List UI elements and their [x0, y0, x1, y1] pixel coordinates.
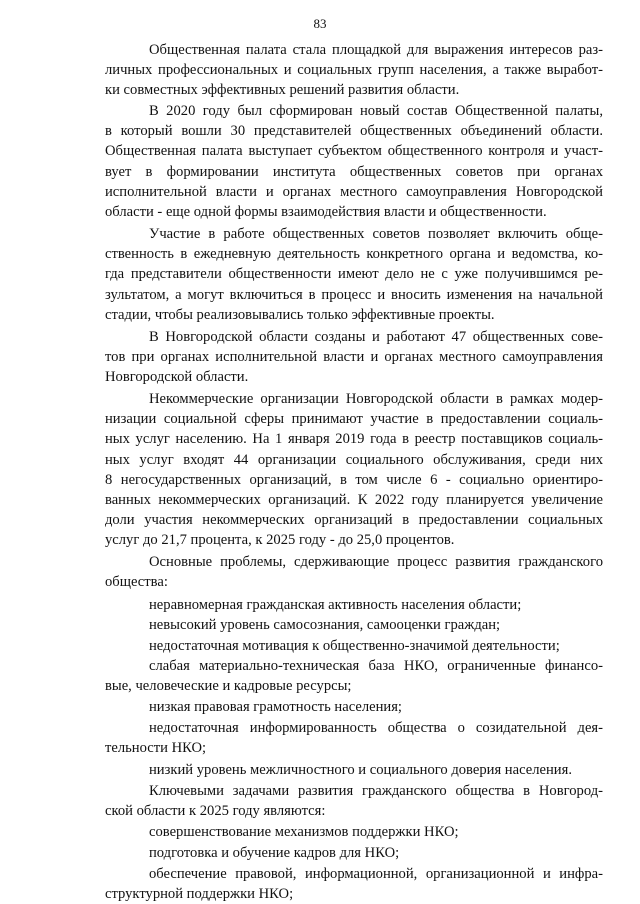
- text-line: ных услуг населению. На 1 января 2019 года в реестр поставщиков социаль-: [105, 431, 603, 447]
- text-line: ственность в ежедневную деятельность конкретного органа и ведомства, ко-: [105, 246, 603, 262]
- text-line: невысокий уровень самосознания, самооценки граждан;: [149, 617, 501, 633]
- text-line: вует в формировании института общественных советов при органах: [105, 164, 603, 180]
- text-line: ных услуг входят 44 организации социального обслуживания, среди них: [105, 452, 603, 468]
- text-line: тов при органах исполнительной власти и органах местного самоуправления: [105, 349, 603, 365]
- text-line: Новгородской области.: [105, 369, 249, 385]
- text-line: В Новгородской области созданы и работают 47 общественных сове-: [149, 329, 603, 345]
- text-line: слабая материально-техническая база НКО, ограниченные финансо-: [149, 658, 603, 674]
- text-line: низкая правовая грамотность населения;: [149, 699, 402, 715]
- text-line: исполнительной власти и органах местного самоуправления Новгородской: [105, 184, 603, 200]
- text-line: подготовка и обучение кадров для НКО;: [149, 845, 400, 861]
- text-line: гда представители общественности имеют дело не с уже получившимся ре-: [105, 266, 603, 282]
- text-line: зультатом, а могут включиться в процесс и вносить изменения на начальной: [105, 287, 603, 303]
- text-line: неравномерная гражданская активность населения области;: [149, 597, 522, 613]
- text-line: стадии, чтобы реализовывались только эффективные проекты.: [105, 307, 495, 323]
- page-number: 83: [313, 16, 327, 31]
- text-line: тельности НКО;: [105, 740, 207, 756]
- text-line: Основные проблемы, сдерживающие процесс развития гражданского: [149, 554, 603, 570]
- text-line: совершенствование механизмов поддержки НКО;: [149, 824, 459, 840]
- text-line: области - еще одной формы взаимодействия власти и общественности.: [105, 204, 547, 220]
- text-line: общества:: [105, 574, 168, 590]
- text-line: Общественная палата выступает субъектом общественного контроля и участ-: [105, 143, 603, 159]
- text-line: личных профессиональных и социальных групп населения, а также выработ-: [105, 62, 603, 78]
- text-line: Некоммерческие организации Новгородской области в рамках модер-: [149, 391, 603, 407]
- text-line: низкий уровень межличностного и социального доверия населения.: [149, 762, 572, 778]
- text-line: Общественная палата стала площадкой для выражения интересов раз-: [149, 42, 603, 58]
- text-line: структурной поддержки НКО;: [105, 886, 294, 902]
- text-line: ской области к 2025 году являются:: [105, 803, 326, 819]
- text-line: Ключевыми задачами развития гражданского общества в Новгород-: [149, 783, 603, 799]
- text-line: ванных некоммерческих организаций. К 2022 году планируется увеличение: [105, 492, 603, 508]
- text-line: ки совместных эффективных решений развития области.: [105, 82, 460, 98]
- text-line: услуг до 21,7 процента, к 2025 году - до 25,0 процентов.: [105, 532, 455, 548]
- text-line: вые, человеческие и кадровые ресурсы;: [105, 678, 352, 694]
- text-line: доли участия некоммерческих организаций в предоставлении социальных: [105, 512, 603, 528]
- text-line: низации социальной сферы принимают участие в предоставлении социаль-: [105, 411, 603, 427]
- text-line: в который вошли 30 представителей общественных объединений области.: [105, 123, 603, 139]
- text-line: 8 негосударственных организаций, в том числе 6 - социально ориентиро-: [105, 472, 603, 488]
- text-line: недостаточная информированность общества о созидательной дея-: [149, 720, 603, 736]
- text-line: Участие в работе общественных советов позволяет включить обще-: [149, 226, 603, 242]
- text-line: обеспечение правовой, информационной, организационной и инфра-: [149, 866, 603, 882]
- text-line: В 2020 году был сформирован новый состав Общественной палаты,: [149, 103, 603, 119]
- text-line: недостаточная мотивация к общественно-значимой деятельности;: [149, 638, 560, 654]
